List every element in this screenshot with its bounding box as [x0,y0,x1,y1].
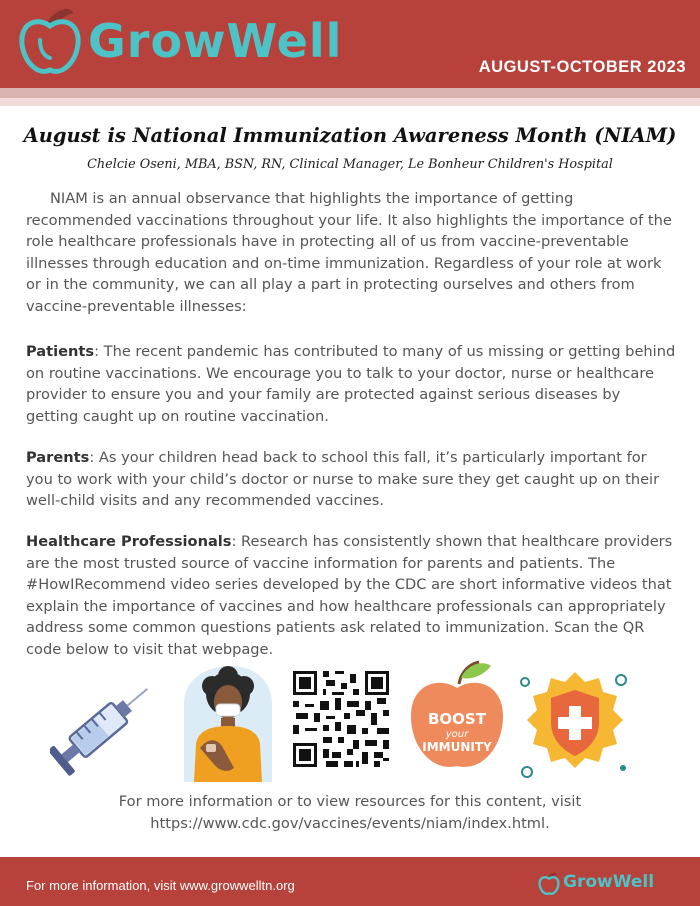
more-info-line: For more information or to view resources for this content, visit [118,793,582,810]
shield-cross-icon [517,668,633,782]
syringe-icon [50,672,160,778]
header-banner [0,0,700,88]
article-byline: Chelcie Oseni, MBA, BSN, RN, Clinical Manager, Le Bonheur Children's Hospital [87,157,613,172]
vaccinated-person-icon [178,664,276,782]
patients-paragraph [26,341,676,427]
footer-brand-text: GrowWell [563,872,655,892]
footer-website-text[interactable]: For more information, visit www.growwelltn.org [26,878,295,893]
immunity-text: IMMUNITY [422,740,492,754]
boost-immunity-apple-icon [407,658,507,778]
more-info-block [0,791,700,834]
your-text: your [445,729,469,740]
patients-heading: Patients [26,343,95,360]
healthcare-heading: Healthcare Professionals [26,533,232,550]
article-title: August is National Immunization Awareness Month (NIAM) [23,124,677,147]
cdc-link[interactable]: https://www.cdc.gov/vaccines/events/niam/index.html. [150,814,550,832]
healthcare-paragraph [26,531,676,660]
parents-text: : As your children head back to school this fall, it’s particularly important for you to work with your child’s doctor or nurse to make sure they get caught up on their well-child visits and any recommended vaccines. [26,449,660,509]
parents-paragraph [26,447,676,512]
brand-logo-text: GrowWell [88,14,343,68]
header-stripe-light [0,98,700,106]
healthcare-text: : Research has consistently shown that healthcare providers are the most trusted source of vaccine information for parents and patients. The #HowIRecommend video series developed by the CDC are short informative videos that explain the importance of vaccines and how healthcare professionals can appropriately address some common questions patients ask related to immunization. Scan the QR code below to visit that webpage. [26,533,673,658]
patients-text: : The recent pandemic has contributed to many of us missing or getting behind on routine vaccinations. We encourage you to talk to your doctor, nurse or healthcare provider to ensure you and your family are protected against serious diseases by getting caught up on routine vaccination. [26,343,676,425]
boost-text: BOOST [428,710,486,728]
intro-paragraph: NIAM is an annual observance that highlights the importance of getting recommended vaccinations throughout your life. It also highlights the importance of the role healthcare professionals have in protecting all of us from vaccine-preventable illnesses through education and on-time immunization. Regardless of your role at work or in the community, we can all play a part in protecting ourselves and others from vaccine-preventable illnesses: [26,190,672,315]
footer-apple-logo-icon [538,872,560,896]
apple-logo-icon [18,6,82,78]
qr-code-icon [290,668,392,770]
header-stripe [0,88,700,98]
date-range: AUGUST-OCTOBER 2023 [478,58,686,76]
footer-banner [0,857,700,906]
parents-heading: Parents [26,449,90,466]
